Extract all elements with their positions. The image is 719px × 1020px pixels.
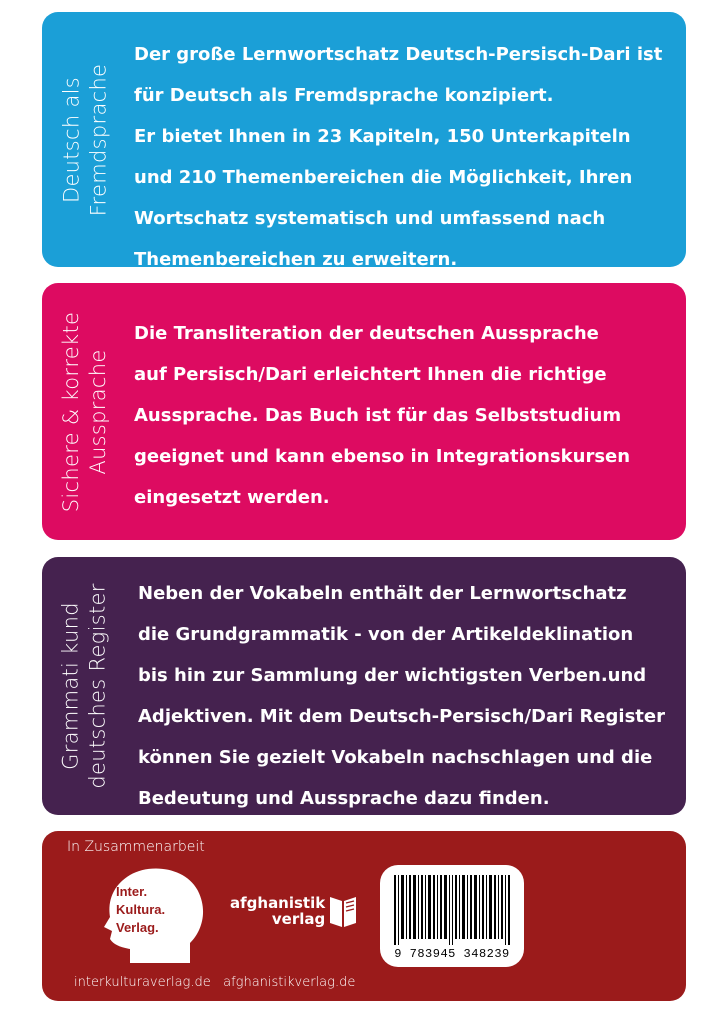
panel-body-text: [134, 34, 676, 280]
body-line: auf Persisch/Dari erleichtert Ihnen die richtige: [134, 364, 607, 385]
body-line: Themenbereichen zu erweitern.: [134, 249, 458, 270]
body-line: und 210 Themenbereichen die Möglichkeit, Ihren: [134, 167, 633, 188]
body-line: die Grundgrammatik - von der Artikeldeklination: [138, 624, 634, 645]
isbn-barcode: [380, 865, 524, 967]
side-title-line: Sichere & korrekte: [59, 311, 83, 512]
side-title-line: deutsches Register: [86, 583, 111, 789]
side-title-line: Grammati kund: [59, 602, 84, 770]
panel-side-title: [42, 557, 128, 815]
info-panel-deutsch-als-fremdsprache: [42, 12, 686, 270]
body-line: Aussprache. Das Buch ist für das Selbststudium: [134, 405, 622, 426]
barcode-icon: [392, 875, 512, 945]
afghanistik-logo-text: afghanistik verlag: [230, 894, 326, 928]
side-title-line: Aussprache: [86, 348, 110, 475]
panel-body-text: [134, 313, 676, 518]
collaboration-label: In Zusammenarbeit: [67, 839, 205, 855]
body-line: Er bietet Ihnen in 23 Kapiteln, 150 Unterkapiteln: [134, 126, 631, 147]
body-line: Die Transliteration der deutschen Aussprache: [134, 323, 599, 344]
publisher-footer-panel: [42, 831, 686, 1001]
side-title-line: Deutsch als: [59, 76, 83, 203]
body-line: eingesetzt werden.: [134, 487, 330, 508]
body-line: bis hin zur Sammlung der wichtigsten Verben.und: [138, 665, 647, 686]
side-title-line: Fremdsprache: [86, 63, 110, 216]
interkultura-logo-text: Inter. Kultura. Verlag.: [116, 884, 166, 935]
afghanistik-book-icon: [328, 893, 358, 929]
body-line: Neben der Vokabeln enthält der Lernwortschatz: [138, 583, 627, 604]
publisher-urls: interkulturaverlag.de afghanistikverlag.de: [74, 975, 356, 990]
body-line: Der große Lernwortschatz Deutsch-Persisch-Dari ist: [134, 44, 663, 65]
panel-side-title: [42, 283, 128, 540]
info-panel-grammatik-register: [42, 557, 686, 815]
body-line: Wortschatz systematisch und umfassend nach: [134, 208, 606, 229]
isbn-number: 9 783945 348239: [394, 947, 510, 961]
body-line: für Deutsch als Fremdsprache konzipiert.: [134, 85, 554, 106]
panel-body-text: [138, 573, 676, 819]
body-line: Adjektiven. Mit dem Deutsch-Persisch/Dari Register: [138, 706, 665, 727]
panel-side-title: [42, 12, 128, 267]
info-panel-aussprache: [42, 283, 686, 540]
body-line: Bedeutung und Aussprache dazu finden.: [138, 788, 550, 809]
body-line: geeignet und kann ebenso in Integrationskursen: [134, 446, 631, 467]
body-line: können Sie gezielt Vokabeln nachschlagen und die: [138, 747, 653, 768]
